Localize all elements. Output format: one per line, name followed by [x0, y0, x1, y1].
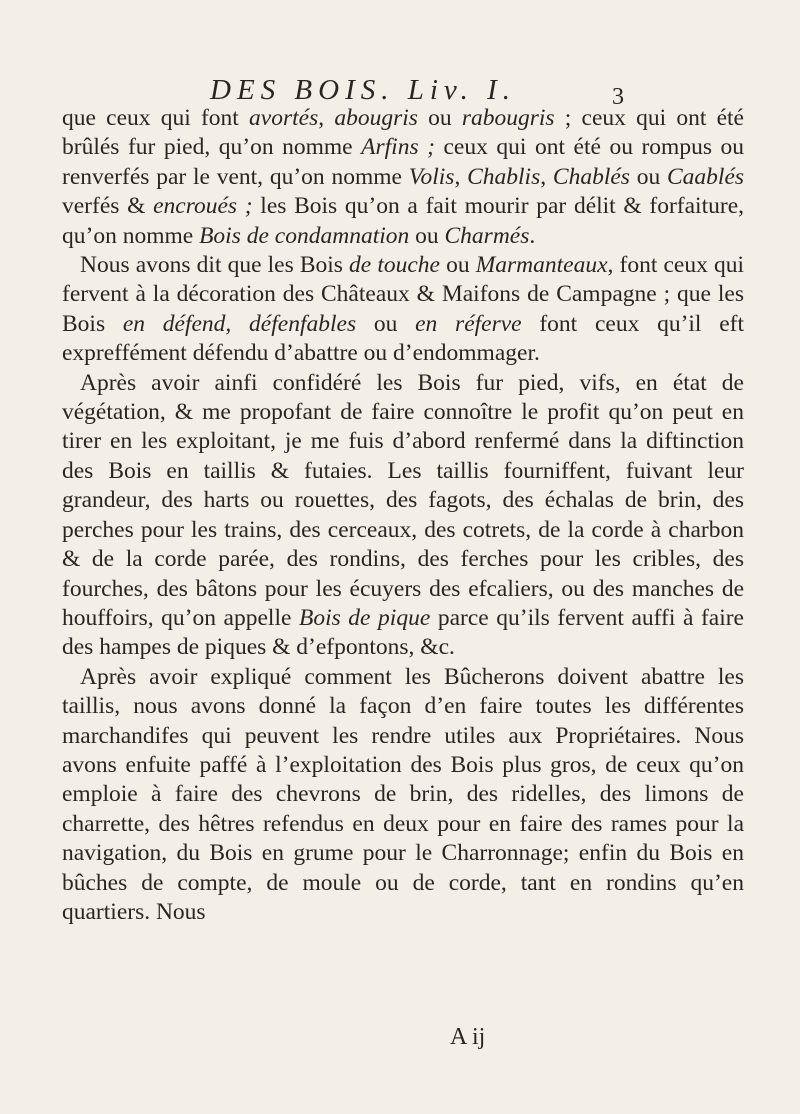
text-run: parce qu’ils fervent auffi à faire des hampes de piques & d’efpontons, &c. [62, 604, 744, 661]
text-run: verfés & [62, 193, 154, 220]
page-number: 3 [612, 84, 624, 110]
text-run: Après avoir expliqué comment les Bûcherons doivent abattre les taillis, nous avons donné la façon d’en faire toutes les différentes marchandifes qui peuvent les rendre utiles aux Propriétaires. Nous avons enfuite paffé à l’exploitation des Bois plus gros, de ceux qu’on emploie à faire des chevrons de brin, des ridelles, des limons de charrette, des hêtres refendus en deux pour en faire des rames pour la navigation, du Bois en grume pour le Charronnage; enfin du Bois en bûches de compte, de moule ou de corde, tant en rondins qu’en quartiers. Nous [62, 663, 744, 925]
italic-term: Charmés [444, 222, 530, 249]
text-run: font ceux qu’il eft expreffément défendu d’abattre ou d’endommager. [62, 310, 744, 367]
paragraph-3 [62, 369, 744, 663]
text-run: Nous avons dit que les Bois [80, 252, 350, 279]
text-run: ; ceux qui ont été brûlés fur pied, qu’on nomme [62, 105, 744, 161]
italic-term: Chablés [552, 163, 630, 190]
italic-term: abougris [334, 105, 418, 131]
text-run: Après avoir ainfi confidéré les Bois fur pied, vifs, en état de végétation, & me propofant de faire connoître le profit qu’on peut en tirer en les exploitant, je me fuis d’abord renfermé dans la diftinction des Bois en taillis & futaies. Les taillis fourniffent, fuivant leur grandeur, des harts ou rouettes, des fagots, des échalas de brin, des perches pour les trains, des cerceaux, des cotrets, de la corde à charbon & de la corde parée, des rondins, des ferches pour les cribles, des fourches, des bâtons pour les écuyers des efcaliers, ou des manches de houffoirs, qu’on appelle [62, 369, 744, 631]
paragraph-1 [62, 104, 744, 251]
italic-term: Volis [408, 163, 455, 190]
text-run: , [454, 163, 468, 190]
page-body [62, 104, 744, 927]
signature-mark: A ij [450, 1024, 486, 1050]
italic-term: Marmanteaux [475, 252, 608, 279]
text-run: les Bois qu’on a fait mourir par délit & forfaiture, qu’on nomme [62, 193, 744, 249]
italic-term: Arfins ; [361, 134, 435, 161]
text-run: que ceux qui font [62, 105, 250, 131]
text-run: ceux qui ont été ou rompus ou renverfés par le vent, qu’on nomme [62, 134, 745, 190]
italic-term: rabougris [461, 105, 555, 131]
text-run: ou [409, 222, 445, 249]
text-run: . [529, 222, 536, 249]
text-run: ou [439, 252, 476, 279]
text-run: , font ceux qui fervent à la décoration des Châteaux & Maifons de Campagne ; que les Bois [62, 252, 744, 337]
italic-term: Bois de pique [298, 604, 431, 631]
running-header: DES BOIS. Liv. I. [210, 74, 517, 106]
text-run: ou [356, 310, 416, 337]
text-run: , [540, 163, 553, 190]
paragraph-2 [62, 251, 744, 369]
text-run: ou [629, 163, 667, 190]
italic-term: Bois de condamnation [199, 222, 410, 249]
text-run: , [318, 105, 335, 131]
italic-term: de touche [349, 252, 440, 279]
paragraph-4 [62, 663, 744, 928]
text-run: ou [417, 105, 462, 131]
italic-term: en réferve [415, 310, 522, 337]
italic-term: en défend, défenfables [122, 310, 357, 337]
italic-term: Chablis [467, 163, 541, 190]
italic-term: Caablés [666, 163, 745, 190]
italic-term: avortés [249, 105, 319, 131]
italic-term: encroués ; [153, 193, 253, 220]
